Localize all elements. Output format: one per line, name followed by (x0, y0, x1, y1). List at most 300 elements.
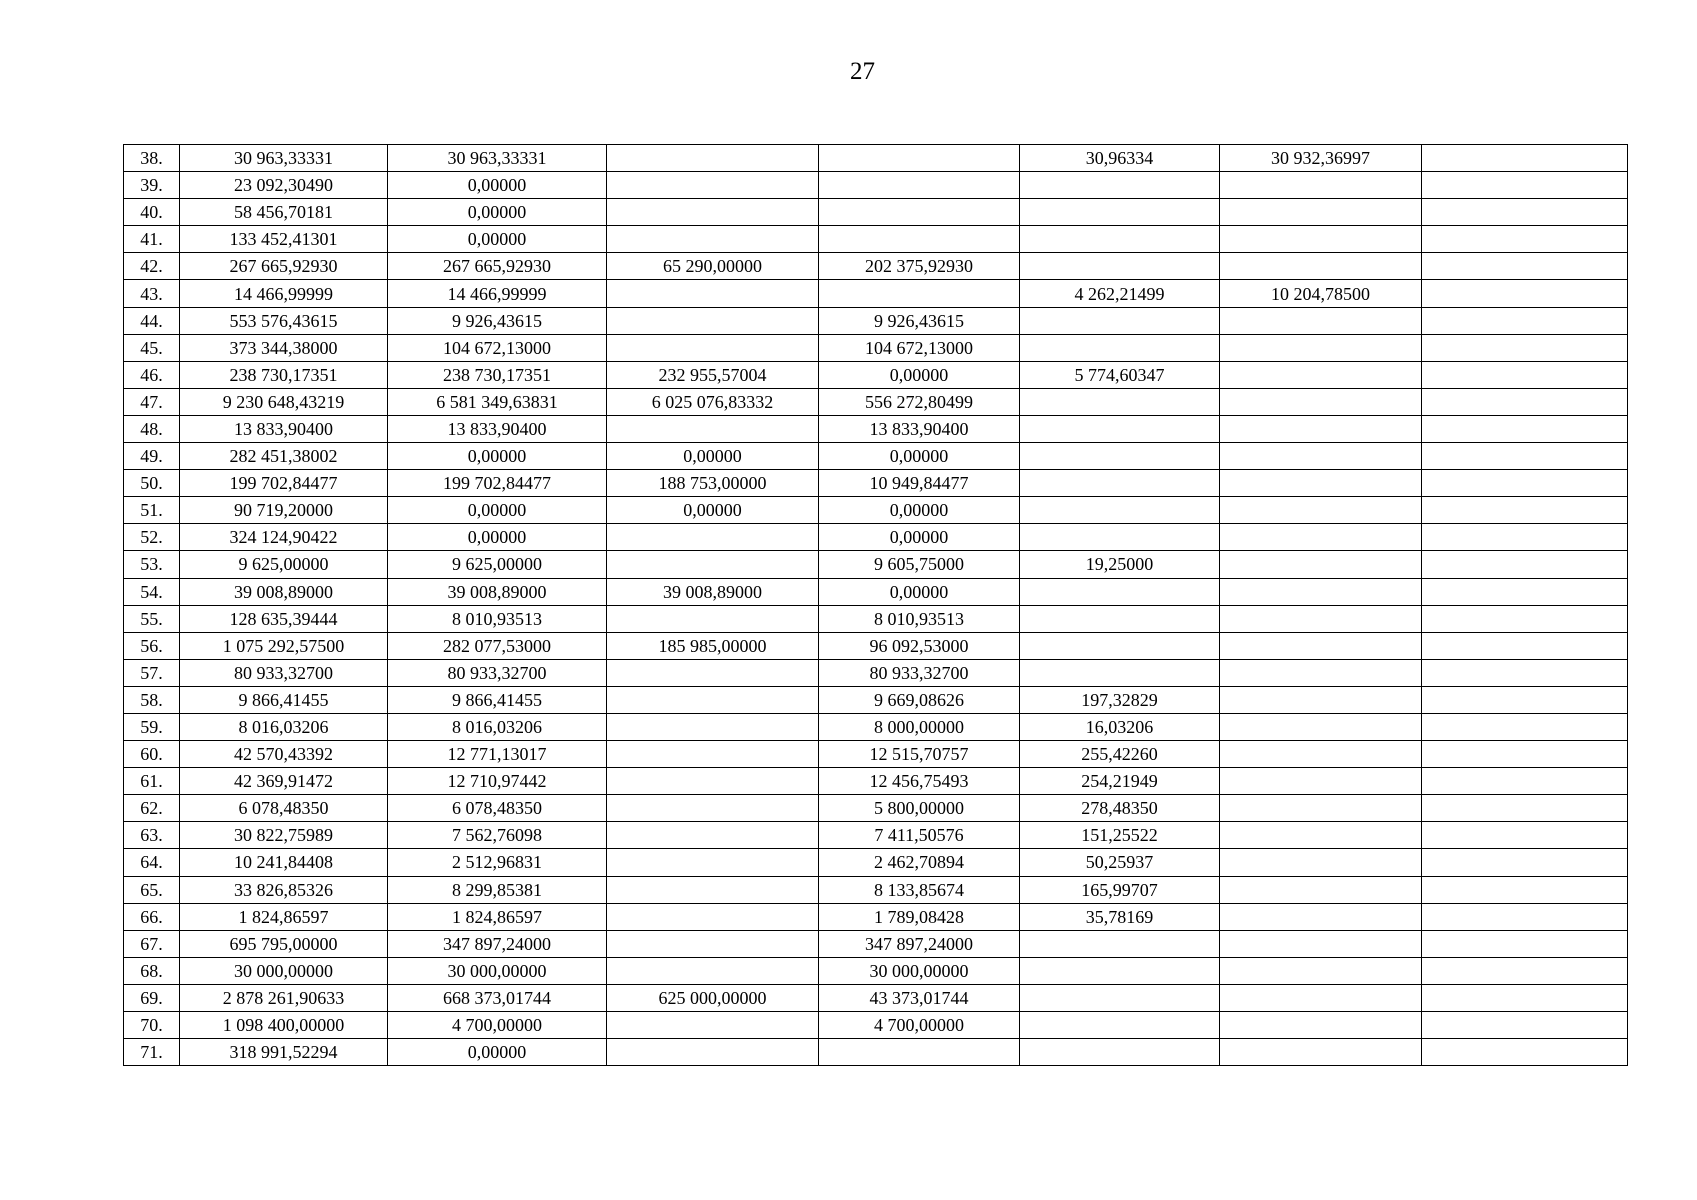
row-number-cell: 40. (124, 199, 180, 226)
value-cell (1422, 226, 1628, 253)
table-row (124, 849, 1628, 876)
value-cell: 6 078,48350 (388, 795, 607, 822)
row-number-cell: 47. (124, 388, 180, 415)
value-cell: 202 375,92930 (819, 253, 1020, 280)
value-cell (1220, 388, 1422, 415)
value-cell: 12 456,75493 (819, 768, 1020, 795)
value-cell (607, 199, 819, 226)
value-cell (1422, 713, 1628, 740)
value-cell (1220, 334, 1422, 361)
table-row (124, 713, 1628, 740)
value-cell: 96 092,53000 (819, 632, 1020, 659)
value-cell: 14 466,99999 (388, 280, 607, 307)
table-row (124, 795, 1628, 822)
value-cell (1220, 524, 1422, 551)
value-cell (1422, 849, 1628, 876)
value-cell: 50,25937 (1020, 849, 1220, 876)
value-cell (607, 876, 819, 903)
value-cell (1422, 145, 1628, 172)
value-cell: 35,78169 (1020, 903, 1220, 930)
value-cell (819, 226, 1020, 253)
value-cell: 58 456,70181 (180, 199, 388, 226)
row-number-cell: 58. (124, 686, 180, 713)
value-cell: 282 451,38002 (180, 443, 388, 470)
value-cell (1422, 1012, 1628, 1039)
value-cell: 104 672,13000 (819, 334, 1020, 361)
row-number-cell: 43. (124, 280, 180, 307)
row-number-cell: 62. (124, 795, 180, 822)
value-cell: 1 098 400,00000 (180, 1012, 388, 1039)
value-cell (1422, 795, 1628, 822)
value-cell (1020, 199, 1220, 226)
row-number-cell: 49. (124, 443, 180, 470)
value-cell: 238 730,17351 (180, 361, 388, 388)
value-cell: 1 789,08428 (819, 903, 1020, 930)
value-cell: 1 824,86597 (180, 903, 388, 930)
table-row (124, 876, 1628, 903)
value-cell (1220, 443, 1422, 470)
value-cell (607, 795, 819, 822)
value-cell (607, 145, 819, 172)
value-cell (1220, 741, 1422, 768)
value-cell: 8 010,93513 (388, 605, 607, 632)
table-row (124, 930, 1628, 957)
table-row (124, 686, 1628, 713)
value-cell (1422, 470, 1628, 497)
value-cell: 30 822,75989 (180, 822, 388, 849)
value-cell: 9 669,08626 (819, 686, 1020, 713)
value-cell: 185 985,00000 (607, 632, 819, 659)
table-row (124, 903, 1628, 930)
table-row (124, 984, 1628, 1011)
value-cell: 2 878 261,90633 (180, 984, 388, 1011)
value-cell: 30 963,33331 (180, 145, 388, 172)
value-cell: 42 369,91472 (180, 768, 388, 795)
value-cell: 9 625,00000 (388, 551, 607, 578)
value-cell: 30 000,00000 (388, 957, 607, 984)
value-cell (1220, 415, 1422, 442)
value-cell (1422, 957, 1628, 984)
value-cell (1422, 686, 1628, 713)
value-cell: 188 753,00000 (607, 470, 819, 497)
row-number-cell: 45. (124, 334, 180, 361)
value-cell (1422, 822, 1628, 849)
value-cell (1220, 903, 1422, 930)
value-cell: 80 933,32700 (388, 659, 607, 686)
value-cell (1422, 768, 1628, 795)
table-row (124, 1012, 1628, 1039)
value-cell: 13 833,90400 (819, 415, 1020, 442)
value-cell (1020, 984, 1220, 1011)
value-cell (819, 172, 1020, 199)
value-cell: 278,48350 (1020, 795, 1220, 822)
table-body (124, 145, 1628, 1066)
value-cell (1422, 876, 1628, 903)
value-cell: 7 562,76098 (388, 822, 607, 849)
value-cell (1422, 524, 1628, 551)
value-cell: 6 025 076,83332 (607, 388, 819, 415)
value-cell: 13 833,90400 (388, 415, 607, 442)
value-cell: 65 290,00000 (607, 253, 819, 280)
value-cell (1422, 1039, 1628, 1066)
value-cell: 0,00000 (388, 226, 607, 253)
value-cell (819, 280, 1020, 307)
value-cell (1020, 497, 1220, 524)
row-number-cell: 42. (124, 253, 180, 280)
value-cell (1220, 876, 1422, 903)
value-cell: 5 774,60347 (1020, 361, 1220, 388)
value-cell: 0,00000 (388, 1039, 607, 1066)
value-cell (1422, 984, 1628, 1011)
value-cell: 8 133,85674 (819, 876, 1020, 903)
value-cell: 39 008,89000 (607, 578, 819, 605)
value-cell: 0,00000 (819, 578, 1020, 605)
value-cell: 14 466,99999 (180, 280, 388, 307)
value-cell (1422, 415, 1628, 442)
value-cell: 4 700,00000 (819, 1012, 1020, 1039)
value-cell (607, 551, 819, 578)
value-cell (607, 686, 819, 713)
value-cell (1020, 172, 1220, 199)
row-number-cell: 68. (124, 957, 180, 984)
value-cell (607, 768, 819, 795)
value-cell (607, 957, 819, 984)
value-cell (607, 172, 819, 199)
row-number-cell: 56. (124, 632, 180, 659)
value-cell (1422, 605, 1628, 632)
value-cell: 12 515,70757 (819, 741, 1020, 768)
value-cell (1220, 713, 1422, 740)
value-cell (607, 741, 819, 768)
row-number-cell: 64. (124, 849, 180, 876)
value-cell: 199 702,84477 (180, 470, 388, 497)
value-cell: 0,00000 (388, 524, 607, 551)
value-cell: 2 512,96831 (388, 849, 607, 876)
value-cell (1220, 253, 1422, 280)
value-cell: 347 897,24000 (819, 930, 1020, 957)
value-cell: 12 710,97442 (388, 768, 607, 795)
row-number-cell: 44. (124, 307, 180, 334)
value-cell: 8 299,85381 (388, 876, 607, 903)
value-cell (1020, 659, 1220, 686)
value-cell (1020, 388, 1220, 415)
value-cell (1220, 1039, 1422, 1066)
row-number-cell: 51. (124, 497, 180, 524)
value-cell (1422, 741, 1628, 768)
table-row (124, 172, 1628, 199)
value-cell: 30 000,00000 (180, 957, 388, 984)
value-cell: 9 926,43615 (388, 307, 607, 334)
value-cell: 30,96334 (1020, 145, 1220, 172)
value-cell (607, 849, 819, 876)
value-cell (1220, 632, 1422, 659)
row-number-cell: 69. (124, 984, 180, 1011)
table-row (124, 1039, 1628, 1066)
value-cell (1020, 470, 1220, 497)
value-cell (1422, 307, 1628, 334)
table-row (124, 768, 1628, 795)
table-row (124, 957, 1628, 984)
row-number-cell: 38. (124, 145, 180, 172)
row-number-cell: 66. (124, 903, 180, 930)
value-cell: 0,00000 (819, 497, 1020, 524)
row-number-cell: 61. (124, 768, 180, 795)
value-cell (1220, 578, 1422, 605)
value-cell (607, 1039, 819, 1066)
table-row (124, 226, 1628, 253)
value-cell: 16,03206 (1020, 713, 1220, 740)
value-cell: 43 373,01744 (819, 984, 1020, 1011)
row-number-cell: 55. (124, 605, 180, 632)
value-cell: 0,00000 (607, 443, 819, 470)
value-cell (1422, 172, 1628, 199)
value-cell: 128 635,39444 (180, 605, 388, 632)
value-cell (1220, 795, 1422, 822)
value-cell (1220, 199, 1422, 226)
row-number-cell: 57. (124, 659, 180, 686)
value-cell (1422, 578, 1628, 605)
value-cell: 13 833,90400 (180, 415, 388, 442)
value-cell: 199 702,84477 (388, 470, 607, 497)
value-cell (1020, 1012, 1220, 1039)
value-cell (1020, 524, 1220, 551)
value-cell: 1 824,86597 (388, 903, 607, 930)
value-cell: 282 077,53000 (388, 632, 607, 659)
value-cell: 0,00000 (388, 172, 607, 199)
row-number-cell: 48. (124, 415, 180, 442)
row-number-cell: 67. (124, 930, 180, 957)
value-cell (1020, 930, 1220, 957)
value-cell (607, 930, 819, 957)
value-cell (1020, 415, 1220, 442)
value-cell: 267 665,92930 (180, 253, 388, 280)
table-row (124, 443, 1628, 470)
value-cell (1220, 957, 1422, 984)
value-cell: 0,00000 (819, 443, 1020, 470)
value-cell (1020, 957, 1220, 984)
value-cell: 9 230 648,43219 (180, 388, 388, 415)
page-number: 27 (850, 58, 875, 85)
row-number-cell: 65. (124, 876, 180, 903)
value-cell: 238 730,17351 (388, 361, 607, 388)
value-cell (1220, 470, 1422, 497)
value-cell: 23 092,30490 (180, 172, 388, 199)
value-cell (1422, 497, 1628, 524)
value-cell (607, 415, 819, 442)
value-cell (1220, 659, 1422, 686)
value-cell (607, 1012, 819, 1039)
value-cell (1220, 226, 1422, 253)
row-number-cell: 41. (124, 226, 180, 253)
table-row (124, 578, 1628, 605)
row-number-cell: 54. (124, 578, 180, 605)
value-cell: 9 866,41455 (388, 686, 607, 713)
value-cell: 6 581 349,63831 (388, 388, 607, 415)
table-row (124, 307, 1628, 334)
value-cell: 5 800,00000 (819, 795, 1020, 822)
value-cell: 668 373,01744 (388, 984, 607, 1011)
value-cell (1220, 984, 1422, 1011)
table-row (124, 199, 1628, 226)
value-cell: 373 344,38000 (180, 334, 388, 361)
row-number-cell: 39. (124, 172, 180, 199)
value-cell (819, 1039, 1020, 1066)
table-row (124, 415, 1628, 442)
value-cell: 324 124,90422 (180, 524, 388, 551)
value-cell: 2 462,70894 (819, 849, 1020, 876)
row-number-cell: 46. (124, 361, 180, 388)
value-cell (1220, 361, 1422, 388)
table-row (124, 361, 1628, 388)
value-cell: 255,42260 (1020, 741, 1220, 768)
value-cell (1220, 849, 1422, 876)
table-row (124, 497, 1628, 524)
value-cell: 9 625,00000 (180, 551, 388, 578)
table-row (124, 334, 1628, 361)
value-cell (1020, 334, 1220, 361)
table-row (124, 551, 1628, 578)
value-cell (607, 659, 819, 686)
value-cell: 0,00000 (388, 497, 607, 524)
value-cell (607, 334, 819, 361)
value-cell (1020, 632, 1220, 659)
table-row (124, 145, 1628, 172)
value-cell: 33 826,85326 (180, 876, 388, 903)
value-cell (819, 199, 1020, 226)
value-cell (1020, 253, 1220, 280)
value-cell (1020, 605, 1220, 632)
value-cell (1422, 361, 1628, 388)
value-cell: 165,99707 (1020, 876, 1220, 903)
value-cell (1020, 443, 1220, 470)
value-cell: 9 866,41455 (180, 686, 388, 713)
value-cell (1220, 172, 1422, 199)
value-cell (1220, 605, 1422, 632)
table-row (124, 741, 1628, 768)
value-cell (1220, 551, 1422, 578)
value-cell: 10 949,84477 (819, 470, 1020, 497)
value-cell (607, 226, 819, 253)
value-cell: 347 897,24000 (388, 930, 607, 957)
value-cell: 104 672,13000 (388, 334, 607, 361)
value-cell (819, 145, 1020, 172)
value-cell (1220, 930, 1422, 957)
table-row (124, 388, 1628, 415)
value-cell: 197,32829 (1020, 686, 1220, 713)
value-cell: 556 272,80499 (819, 388, 1020, 415)
value-cell: 7 411,50576 (819, 822, 1020, 849)
value-cell: 318 991,52294 (180, 1039, 388, 1066)
table-row (124, 659, 1628, 686)
value-cell (1422, 443, 1628, 470)
row-number-cell: 59. (124, 713, 180, 740)
value-cell: 42 570,43392 (180, 741, 388, 768)
value-cell (607, 713, 819, 740)
value-cell (1422, 388, 1628, 415)
value-cell (607, 524, 819, 551)
value-cell (1220, 497, 1422, 524)
row-number-cell: 60. (124, 741, 180, 768)
value-cell (1422, 551, 1628, 578)
value-cell (1422, 253, 1628, 280)
value-cell (1220, 1012, 1422, 1039)
value-cell: 8 010,93513 (819, 605, 1020, 632)
value-cell: 39 008,89000 (180, 578, 388, 605)
value-cell (1422, 280, 1628, 307)
value-cell (1422, 334, 1628, 361)
value-cell: 80 933,32700 (819, 659, 1020, 686)
value-cell (1422, 903, 1628, 930)
row-number-cell: 71. (124, 1039, 180, 1066)
value-cell (1020, 226, 1220, 253)
value-cell: 133 452,41301 (180, 226, 388, 253)
value-cell (1220, 307, 1422, 334)
value-cell: 12 771,13017 (388, 741, 607, 768)
value-cell: 6 078,48350 (180, 795, 388, 822)
value-cell: 30 932,36997 (1220, 145, 1422, 172)
row-number-cell: 63. (124, 822, 180, 849)
value-cell (1020, 307, 1220, 334)
value-cell (1422, 632, 1628, 659)
value-cell (1422, 199, 1628, 226)
value-cell: 30 000,00000 (819, 957, 1020, 984)
value-cell: 19,25000 (1020, 551, 1220, 578)
value-cell: 30 963,33331 (388, 145, 607, 172)
value-cell: 9 926,43615 (819, 307, 1020, 334)
value-cell (1020, 578, 1220, 605)
value-cell: 4 700,00000 (388, 1012, 607, 1039)
value-cell: 8 000,00000 (819, 713, 1020, 740)
table-row (124, 605, 1628, 632)
value-cell (1220, 686, 1422, 713)
value-cell: 0,00000 (388, 199, 607, 226)
value-cell: 267 665,92930 (388, 253, 607, 280)
value-cell (607, 822, 819, 849)
value-cell: 151,25522 (1020, 822, 1220, 849)
value-cell: 10 241,84408 (180, 849, 388, 876)
table-row (124, 470, 1628, 497)
value-cell: 254,21949 (1020, 768, 1220, 795)
value-cell (607, 280, 819, 307)
value-cell: 80 933,32700 (180, 659, 388, 686)
value-cell: 39 008,89000 (388, 578, 607, 605)
value-cell (607, 307, 819, 334)
value-cell: 0,00000 (388, 443, 607, 470)
value-cell: 553 576,43615 (180, 307, 388, 334)
table-row (124, 253, 1628, 280)
value-cell: 90 719,20000 (180, 497, 388, 524)
data-table (123, 144, 1628, 1066)
table-row (124, 280, 1628, 307)
value-cell: 695 795,00000 (180, 930, 388, 957)
value-cell: 0,00000 (819, 524, 1020, 551)
value-cell: 8 016,03206 (388, 713, 607, 740)
row-number-cell: 53. (124, 551, 180, 578)
table-row (124, 822, 1628, 849)
table-row (124, 632, 1628, 659)
value-cell: 625 000,00000 (607, 984, 819, 1011)
value-cell: 232 955,57004 (607, 361, 819, 388)
value-cell: 1 075 292,57500 (180, 632, 388, 659)
value-cell (1220, 822, 1422, 849)
row-number-cell: 70. (124, 1012, 180, 1039)
value-cell (607, 903, 819, 930)
table-row (124, 524, 1628, 551)
value-cell (1020, 1039, 1220, 1066)
row-number-cell: 52. (124, 524, 180, 551)
value-cell: 8 016,03206 (180, 713, 388, 740)
value-cell: 9 605,75000 (819, 551, 1020, 578)
